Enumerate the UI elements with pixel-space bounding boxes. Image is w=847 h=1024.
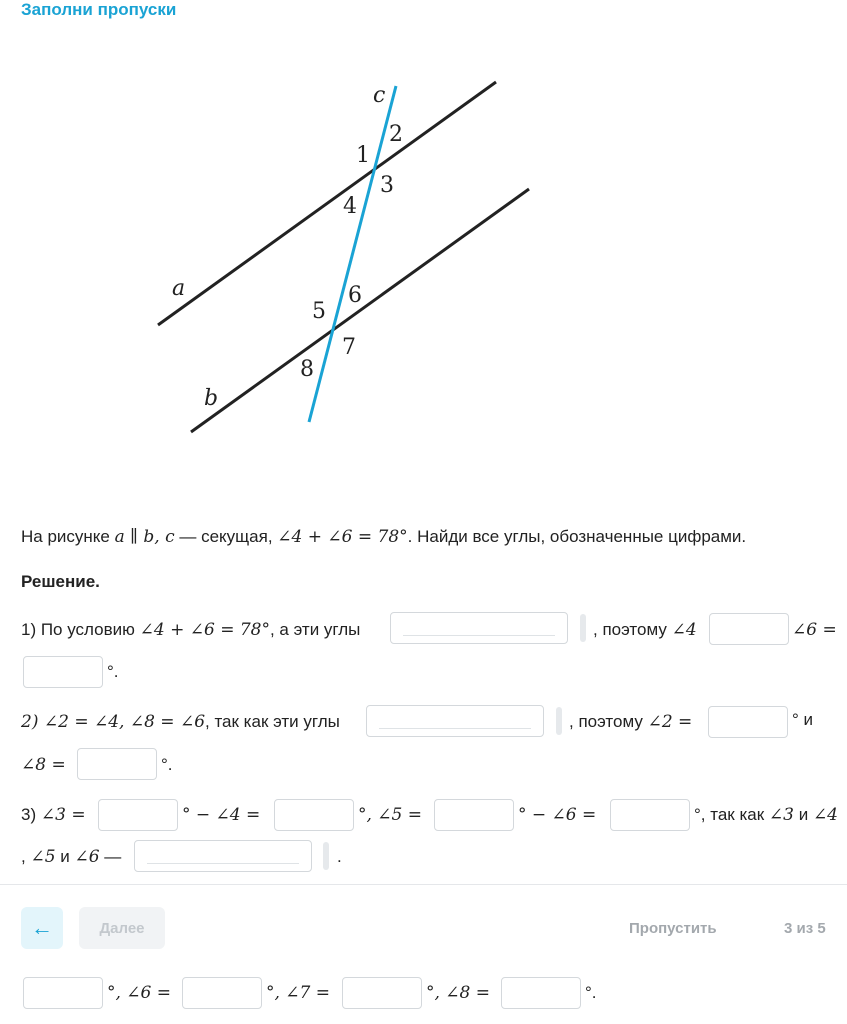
- step1-drag-handle[interactable]: [580, 614, 586, 642]
- label-5: 5: [312, 299, 326, 324]
- solution-label: Решение.: [21, 572, 100, 591]
- geometry-figure: [140, 70, 560, 440]
- task-text: На рисунке a ∥ b, c — секущая, ∠4 + ∠6 = 78°. Найди все углы, обозначенные цифрами.: [21, 527, 747, 547]
- label-1: 1: [356, 143, 370, 168]
- page-title: Заполни пропуски: [21, 0, 177, 19]
- back-button[interactable]: [21, 907, 63, 949]
- step3-angle-type-dropdown[interactable]: [134, 840, 312, 872]
- next-button[interactable]: Далее: [79, 907, 165, 949]
- step4-input-4[interactable]: [501, 977, 581, 1009]
- step3-input-1[interactable]: [98, 799, 178, 831]
- step4-input-3[interactable]: [342, 977, 422, 1009]
- step2-angle8-input[interactable]: [77, 748, 157, 780]
- step2-angle-type-dropdown[interactable]: [366, 705, 544, 737]
- label-3: 3: [380, 173, 394, 198]
- divider: [0, 884, 847, 885]
- step3-input-4[interactable]: [610, 799, 690, 831]
- step1-relation-input[interactable]: [709, 613, 789, 645]
- step4-input-1[interactable]: [23, 977, 103, 1009]
- label-c: c: [373, 83, 386, 108]
- label-4: 4: [343, 194, 357, 219]
- line-c: [309, 86, 396, 422]
- step1-text: 1) По условию ∠4 + ∠6 = 78°, а эти углы: [21, 620, 361, 640]
- skip-button[interactable]: Пропустить: [629, 920, 717, 937]
- step3-drag-handle[interactable]: [323, 842, 329, 870]
- label-2: 2: [389, 122, 403, 147]
- step4-input-2[interactable]: [182, 977, 262, 1009]
- step1-angle-input[interactable]: [23, 656, 103, 688]
- label-a: a: [172, 276, 186, 301]
- label-b: b: [204, 386, 219, 411]
- label-8: 8: [300, 357, 314, 382]
- arrow-left-icon: ←: [31, 915, 53, 940]
- step2-text: 2) ∠2 = ∠4, ∠8 = ∠6, так как эти углы: [21, 712, 340, 732]
- step3-input-2[interactable]: [274, 799, 354, 831]
- step2-angle2-input[interactable]: [708, 706, 788, 738]
- step1-angle-type-dropdown[interactable]: [390, 612, 568, 644]
- label-7: 7: [342, 335, 356, 360]
- label-6: 6: [348, 283, 362, 308]
- line-a: [158, 82, 496, 325]
- step3-input-3[interactable]: [434, 799, 514, 831]
- progress-indicator: 3 из 5: [784, 920, 826, 937]
- step2-drag-handle[interactable]: [556, 707, 562, 735]
